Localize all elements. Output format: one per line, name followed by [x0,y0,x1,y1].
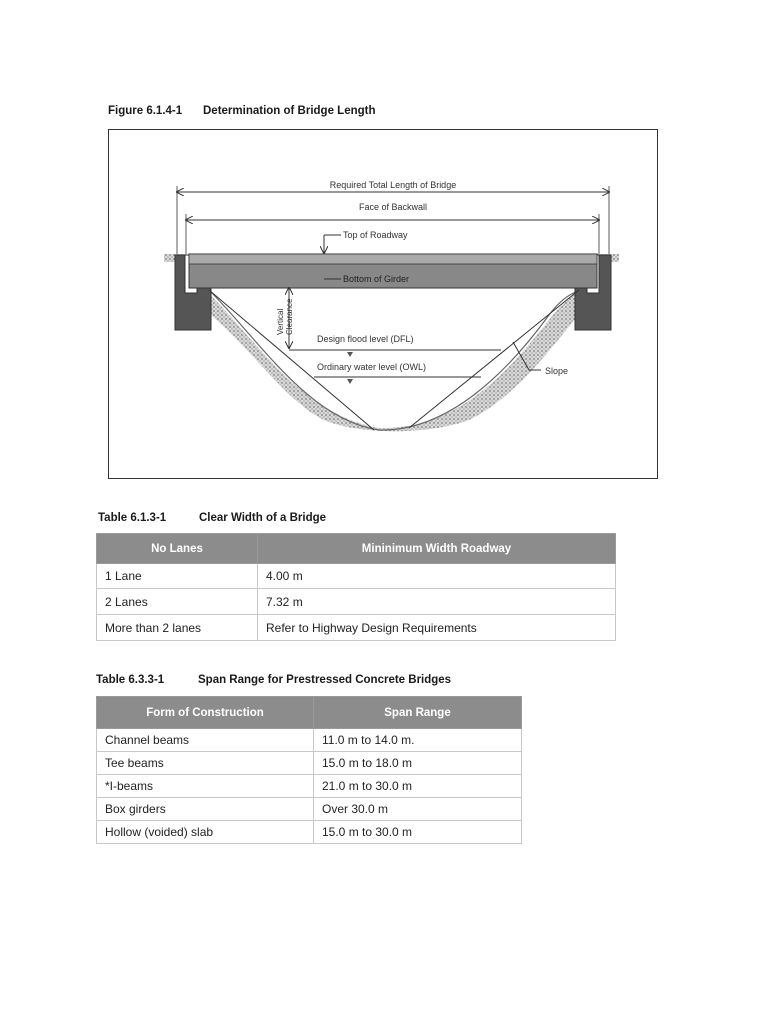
table-cell: Box girders [97,798,314,821]
table-cell: 7.32 m [258,589,616,615]
table-cell: More than 2 lanes [97,615,258,641]
channel-ground [205,288,589,431]
label-bottom-girder: Bottom of Girder [343,274,410,284]
bridge-diagram [109,130,659,480]
table1-caption [98,512,327,524]
table-cell: Channel beams [97,729,314,752]
table1-number: Table 6.1.3-1 [98,512,167,524]
table-cell: 11.0 m to 14.0 m. [314,729,522,752]
label-clearance-1: Vertical [276,308,285,335]
bridge-length-figure [108,129,658,479]
label-total-length: Required Total Length of Bridge [329,180,457,190]
table2-title: Span Range for Prestressed Concrete Bridges [198,674,452,686]
table-cell: 2 Lanes [97,589,258,615]
clear-width-table [96,533,616,641]
table-row [97,775,522,798]
figure-number: Figure 6.1.4-1 [108,105,183,117]
figure-title: Determination of Bridge Length [203,105,376,117]
table-cell: 15.0 m to 30.0 m [314,821,522,844]
table1-header-lanes: No Lanes [97,534,258,564]
table-cell: 1 Lane [97,564,258,589]
table-cell: 21.0 m to 30.0 m [314,775,522,798]
label-slope: Slope [545,366,569,376]
table-cell: Hollow (voided) slab [97,821,314,844]
table-cell: 15.0 m to 18.0 m [314,752,522,775]
table-cell: Over 30.0 m [314,798,522,821]
span-range-table [96,696,522,844]
bridge-slab [189,254,597,264]
table-row [97,752,522,775]
label-clearance-2: Clearance [285,298,294,335]
slope-line-right [409,290,579,428]
table2-caption [96,674,452,686]
label-dfl: Design flood level (DFL) [317,334,414,344]
table1-header-width: Mininimum Width Roadway [258,534,616,564]
table2-number: Table 6.3.3-1 [96,674,165,686]
table-row [97,821,522,844]
label-owl: Ordinary water level (OWL) [317,362,427,372]
owl-marker [347,379,353,384]
table-row [97,615,616,641]
table2-header-span: Span Range [314,697,522,729]
dfl-marker [347,352,353,357]
table2-header-form: Form of Construction [97,697,314,729]
table-row [97,564,616,589]
table-row [97,729,522,752]
label-top-roadway: Top of Roadway [343,230,408,240]
table-cell: Refer to Highway Design Requirements [258,615,616,641]
table-row [97,589,616,615]
figure-caption [108,105,376,117]
table-cell: Tee beams [97,752,314,775]
label-backwall: Face of Backwall [358,202,428,212]
table1-title: Clear Width of a Bridge [199,512,327,524]
table-row [97,798,522,821]
table-cell: 4.00 m [258,564,616,589]
table-cell: *I-beams [97,775,314,798]
